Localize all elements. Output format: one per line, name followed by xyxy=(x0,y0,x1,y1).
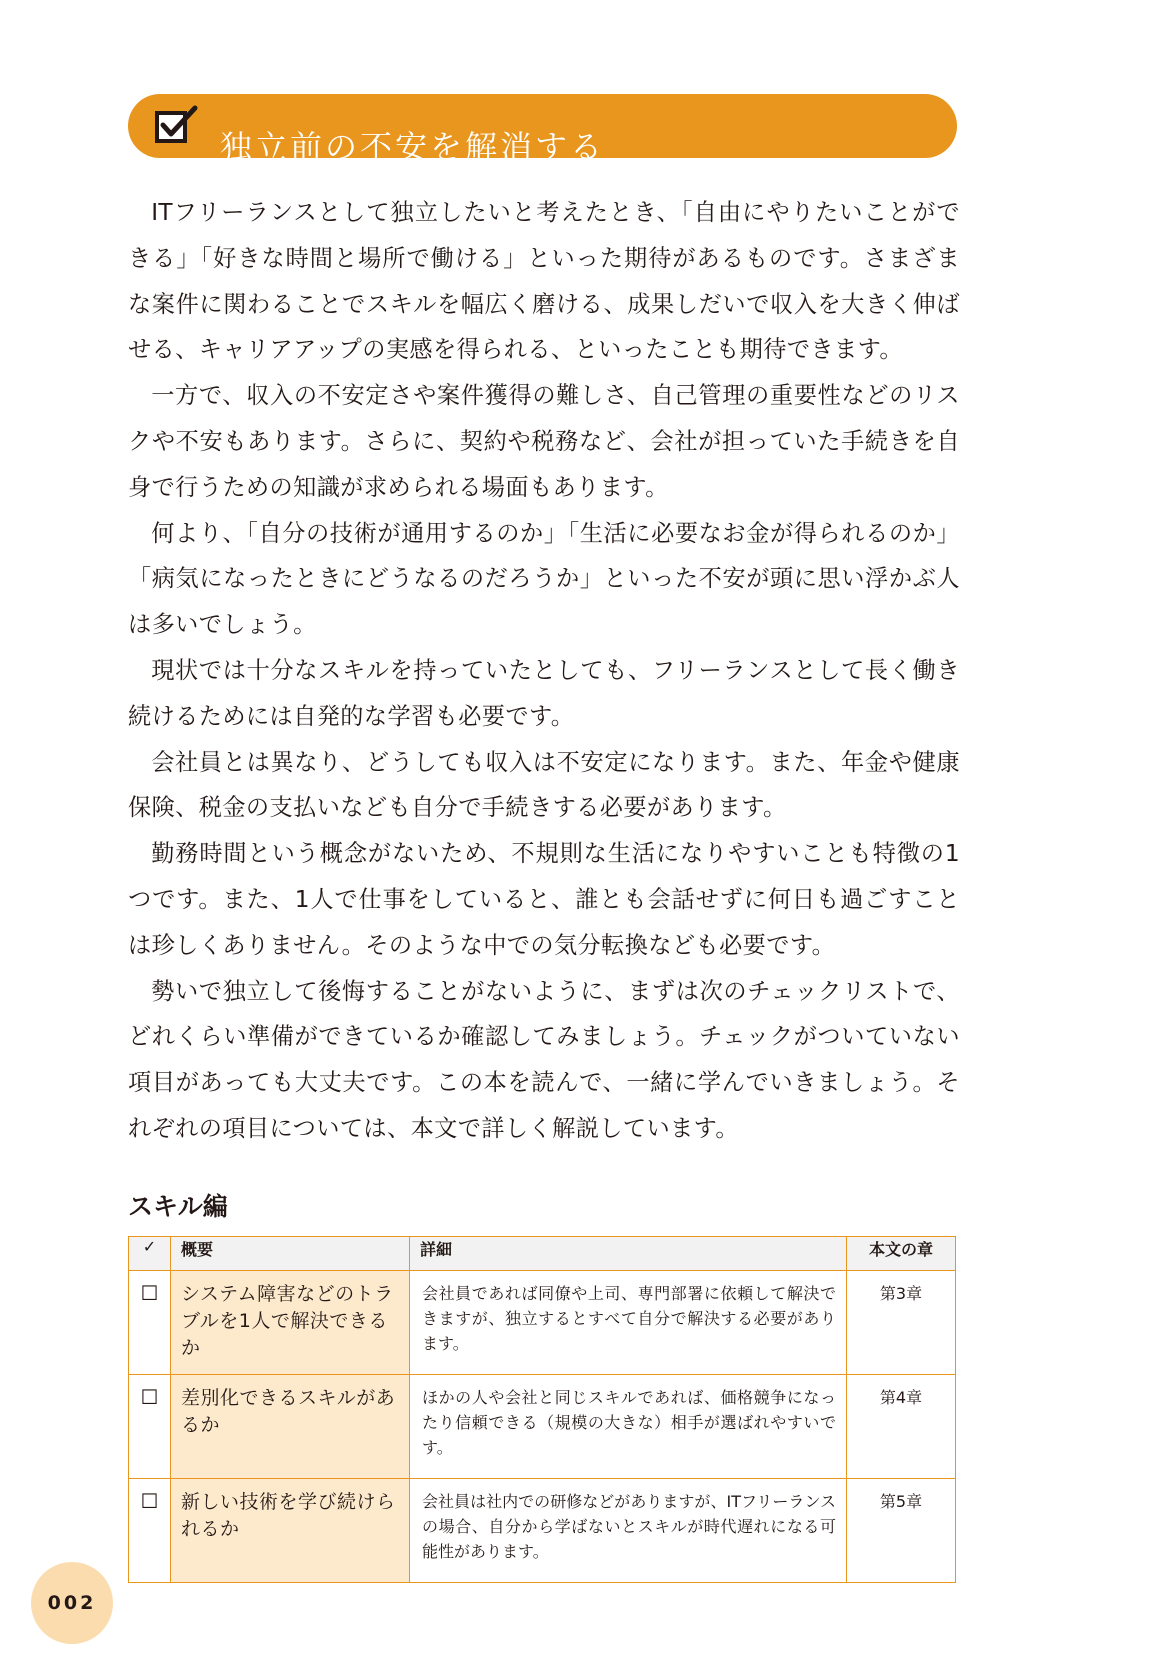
checkbox-icon[interactable]: ☐ xyxy=(129,1375,171,1479)
checkbox-icon[interactable]: ☐ xyxy=(129,1479,171,1583)
row-summary: システム障害などのトラブルを1人で解決できるか xyxy=(171,1271,410,1375)
table-row xyxy=(129,1271,956,1375)
page-number: 002 xyxy=(31,1562,113,1644)
row-chapter: 第4章 xyxy=(847,1375,956,1479)
paragraph: 何より、「自分の技術が通用するのか」「生活に必要なお金が得られるのか」「病気になったときにどうなるのだろうか」といった不安が頭に思い浮かぶ人は多いでしょう。 xyxy=(128,519,960,639)
row-detail: 会社員は社内での研修などがありますが、ITフリーランスの場合、自分から学ばないとスキルが時代遅れになる可能性があります。 xyxy=(410,1479,847,1583)
checkbox-icon[interactable]: ☐ xyxy=(129,1271,171,1375)
header-chapter: 本文の章 xyxy=(847,1237,956,1271)
header-check: ✓ xyxy=(129,1237,171,1271)
paragraph: 勤務時間という概念がないため、不規則な生活になりやすいことも特徴の1つです。また、1人で仕事をしていると、誰とも会話せずに何日も過ごすことは珍しくありません。そのような中での気分転換なども必要です。 xyxy=(128,840,960,959)
table-row xyxy=(129,1479,956,1583)
paragraph: 一方で、収入の不安定さや案件獲得の難しさ、自己管理の重要性などのリスクや不安もあります。さらに、契約や税務など、会社が担っていた手続きを自身で行うための知識が求められる場面もあります。 xyxy=(128,382,960,501)
header-summary: 概要 xyxy=(171,1237,410,1271)
row-detail: ほかの人や会社と同じスキルであれば、価格競争になったり信頼できる（規模の大きな）相手が選ばれやすいです。 xyxy=(410,1375,847,1479)
row-detail: 会社員であれば同僚や上司、専門部署に依頼して解決できますが、独立するとすべて自分で解決する必要があります。 xyxy=(410,1271,847,1375)
table-header-row xyxy=(129,1237,956,1271)
paragraph: 勢いで独立して後悔することがないように、まずは次のチェックリストで、どれくらい準備ができているか確認してみましょう。チェックがついていない項目があっても大丈夫です。この本を読んで、一緒に学んでいきましょう。それぞれの項目については、本文で詳しく解説しています。 xyxy=(128,977,960,1142)
body-text xyxy=(128,190,960,1152)
section-heading-skills: スキル編 xyxy=(128,1192,228,1221)
section-heading-banner xyxy=(128,94,957,167)
page-title: 独立前の不安を解消する xyxy=(220,128,606,167)
row-chapter: 第3章 xyxy=(847,1271,956,1375)
header-detail: 詳細 xyxy=(410,1237,847,1271)
row-summary: 新しい技術を学び続けられるか xyxy=(171,1479,410,1583)
row-chapter: 第5章 xyxy=(847,1479,956,1583)
table-row xyxy=(129,1375,956,1479)
row-summary: 差別化できるスキルがあるか xyxy=(171,1375,410,1479)
paragraph: 現状では十分なスキルを持っていたとしても、フリーランスとして長く働き続けるためには自発的な学習も必要です。 xyxy=(128,656,960,730)
checkbox-check-icon xyxy=(154,105,198,145)
paragraph: 会社員とは異なり、どうしても収入は不安定になります。また、年金や健康保険、税金の支払いなども自分で手続きする必要があります。 xyxy=(128,748,960,822)
paragraph: ITフリーランスとして独立したいと考えたとき、「自由にやりたいことができる」「好きな時間と場所で働ける」といった期待があるものです。さまざまな案件に関わることでスキルを幅広く磨ける、成果しだいで収入を大きく伸ばせる、キャリアアップの実感を得られる、といったことも期待できます。 xyxy=(128,199,960,364)
skills-checklist-table xyxy=(128,1236,956,1583)
